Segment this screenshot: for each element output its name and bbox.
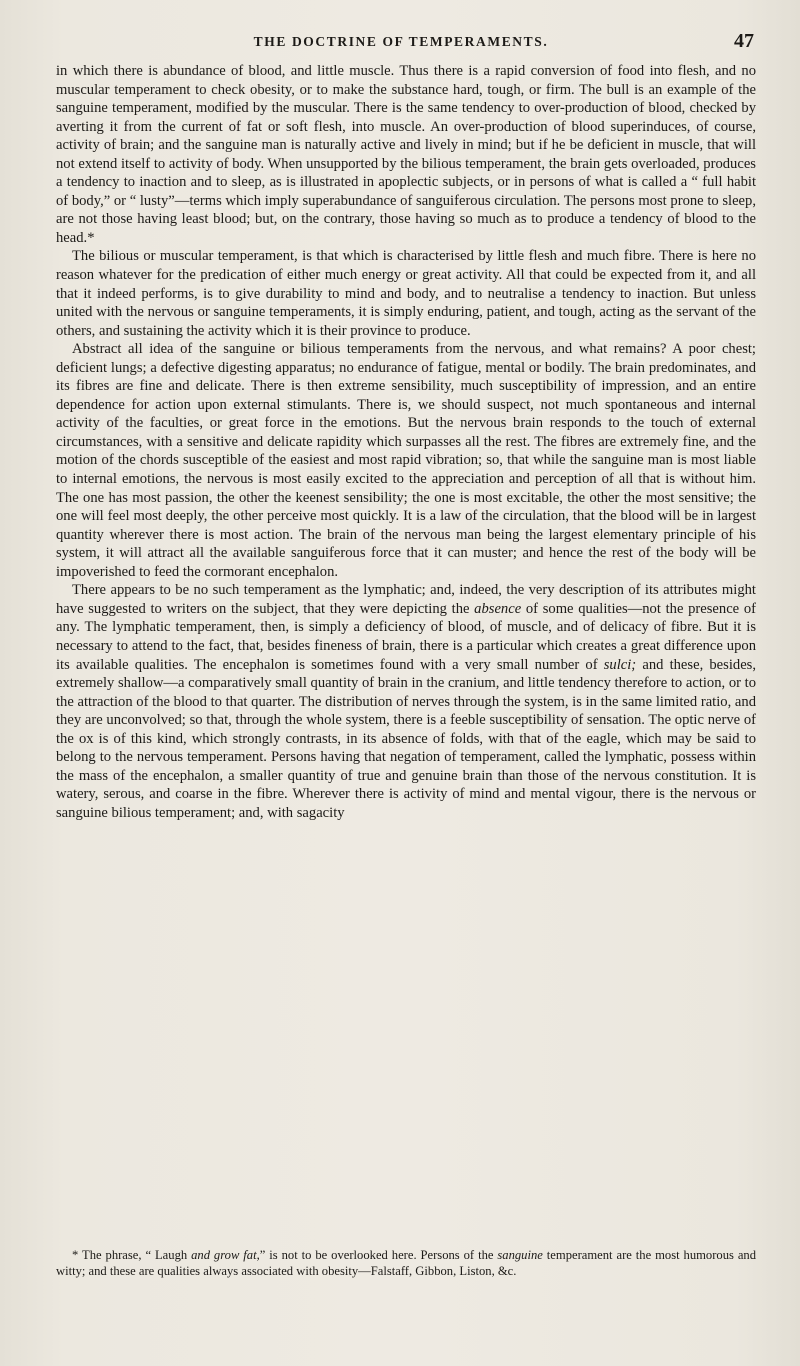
text-run: in which there is abundance of blood, and little muscle. Thus there is a rapid conversion of food into flesh, and no muscular temperament to check obesity, or to make the substance hard, tough, or firm. The bull is an example of the sanguine temperament, modified by the muscular. There is the same tendency to over-production of blood, checked by averting it from the current of fat or soft flesh, into muscle. An over-production of blood superinduces, of course, activity of brain; and the sanguine man is naturally active and lively in mind; but if he be deficient in muscle, that will not extend itself to activity of body. When unsupported by the bilious temperament, the brain gets overloaded, produces a tendency to inaction and to sleep, as is illustrated in apoplectic subjects, or in persons of what is called a “ full habit of body,” or “ lusty”—terms which imply superabundance of sanguiferous circulation. The persons most prone to sleep, are not those having least blood; but, on the contrary, those having so much as to produce a tendency of blood to the head.*	[56, 63, 756, 246]
running-title: THE DOCTRINE OF TEMPERAMENTS.	[253, 34, 549, 49]
paragraph-nervous-temperament	[56, 340, 756, 581]
text-run: There appears to be no such temperament as the lymphatic; and, indeed, the very description of its attributes might have suggested to writers on the subject, that they were depicting the	[56, 582, 756, 617]
text-run: Abstract all idea of the sanguine or bilious temperaments from the nervous, and what remains? A poor chest; deficient lungs; a defective digesting apparatus; no endurance of fatigue, mental or bodily. The brain predominates, and its fibres are fine and delicate. There is then extreme sensibility, much susceptibility of impression, and an entire dependence for action upon external stimulants. There is, we should suspect, not much spontaneous and internal activity of the faculties, or great force in the emotions. But the nervous brain responds to the touch of external circumstances, with a sensitive and delicate rapidity which surpasses all the rest. The fibres are extremely fine, and the motion of the chords susceptible of the easiest and most rapid vibration; so, that while the sanguine man is most liable to internal emotions, the nervous is most easily excited to the appreciation and perception of all that is without him. The one has most passion, the other the keenest sensibility; the one is most excitable, the other the most sensitive; the one will feel most deeply, the other perceive most quickly. It is a law of the circulation, that the blood will be in largest quantity wherever there is most action. The brain of the nervous man being the largest elementary principle of his system, it will attract all the available sanguiferous force that it can muster; and hence the rest of the body will be impoverished to feed the cormorant encephalon.	[56, 341, 756, 580]
page-number: 47	[734, 30, 754, 52]
italic-phrase: and grow fat,	[191, 1248, 260, 1262]
text-run: temperament are the most humorous and witty; and these are qualities always associated with obesity—Falstaff, Gibbon, Liston, &c.	[56, 1248, 757, 1278]
italic-phrase: sanguine	[497, 1248, 543, 1262]
text-run: The bilious or muscular temperament, is that which is characterised by little flesh and much fibre. There is here no reason whatever for the predication of either much energy or great activity. All that could be expected from it, and all that it indeed performs, is to give durability to mind and body, and to neutralise a tendency to inaction. But unless united with the nervous or sanguine temperaments, it is simply enduring, patient, and tough, acting as the servant of the others, and sustaining the activity which it is their province to produce.	[56, 248, 756, 339]
italic-phrase: sulci;	[603, 656, 637, 673]
body-text	[56, 62, 756, 822]
text-run: ” is not to be overlooked here. Persons of the	[259, 1248, 498, 1262]
text-run: and these, besides, extremely shallow—a comparatively small quantity of brain in the cranium, and little tendency therefore to action, or to the attraction of the blood to that quarter. The distribution of nerves through the system, is in the same limited ratio, and they are unconvolved; so that, through the whole system, there is a feeble susceptibility of sensation. The optic nerve of the ox is of this kind, which strongly contrasts, in its absence of folds, with that of the eagle, which may be said to belong to the nervous temperament. Persons having that negation of temperament, called the lymphatic, possess within the mass of the encephalon, a smaller quantity of true and genuine brain than those of the nervous constitution. It is watery, serous, and coarse in the fibre. Wherever there is activity of mind and mental vigour, there is the nervous or sanguine bilious temperament; and, with sagacity	[56, 656, 756, 821]
footnote	[56, 1248, 756, 1279]
italic-phrase: absence	[474, 600, 522, 617]
paragraph-lymphatic-temperament	[56, 581, 756, 822]
text-run: * The phrase, “ Laugh	[72, 1248, 192, 1262]
footnote-text	[56, 1248, 756, 1279]
text-run: of some qualities—not the presence of any. The lymphatic temperament, then, is simply a deficiency of blood, of muscle, and of delicacy of fibre. But it is necessary to attend to the fact, that, besides fineness of brain, there is a particular which creates a great difference upon its available qualities. The encephalon is sometimes found with a very small number of	[56, 600, 757, 673]
running-head	[48, 32, 754, 56]
paragraph-continuation	[56, 62, 756, 247]
paragraph-bilious-temperament	[56, 247, 756, 340]
